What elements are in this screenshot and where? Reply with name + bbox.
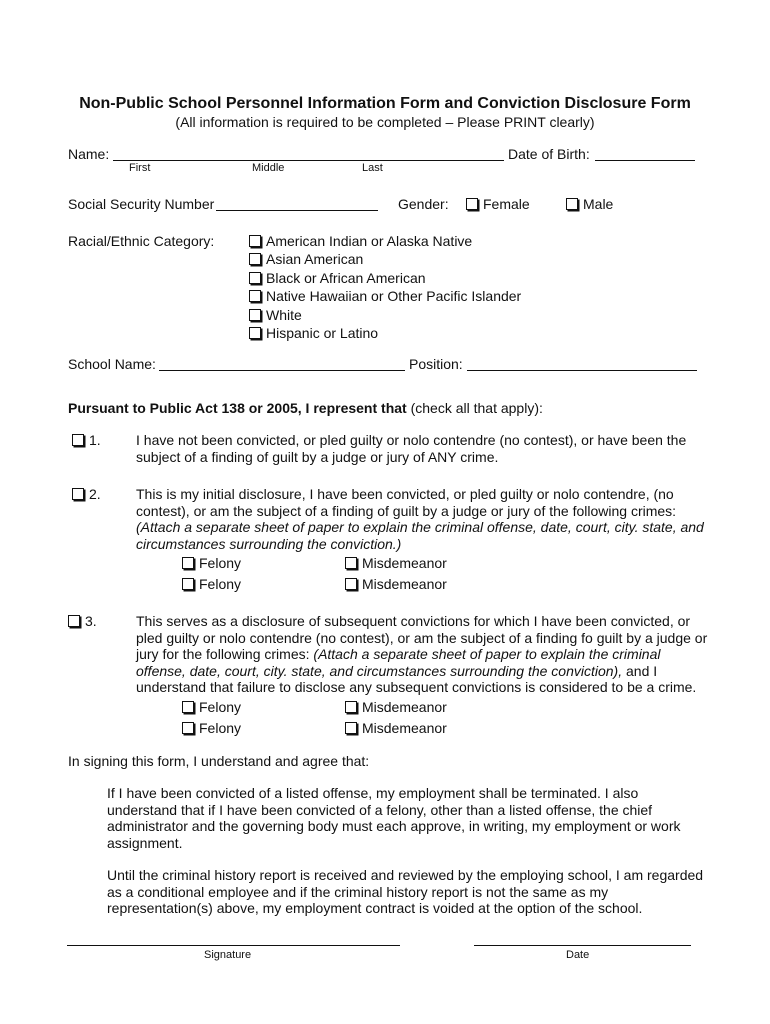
- gender-label: Gender:: [398, 196, 449, 212]
- item-3-text: [136, 613, 711, 696]
- middle-name-caption: Middle: [252, 162, 285, 174]
- ssn-label: Social Security Number: [68, 196, 215, 212]
- signing-intro: In signing this form, I understand and agree that:: [68, 753, 370, 769]
- gender-male-label: Male: [583, 196, 614, 212]
- item-1-marker[interactable]: [72, 432, 101, 448]
- checkbox-icon[interactable]: [345, 578, 357, 590]
- ssn-field[interactable]: [216, 210, 378, 211]
- name-label: Name:: [68, 146, 110, 162]
- checkbox-icon[interactable]: [345, 557, 357, 569]
- item-2-instruction: (Attach a separate sheet of paper to explain the criminal offense, date, court, city. state, and circumstances surrounding the conviction.): [136, 519, 704, 552]
- racial-option-label: Asian American: [266, 251, 364, 267]
- misdemeanor-option[interactable]: [345, 576, 447, 592]
- checkbox-icon[interactable]: [182, 578, 194, 590]
- racial-option-label: American Indian or Alaska Native: [266, 233, 473, 249]
- gender-female-label: Female: [483, 196, 530, 212]
- misdemeanor-option[interactable]: [345, 699, 447, 715]
- felony-label: Felony: [199, 699, 242, 715]
- checkbox-icon[interactable]: [182, 701, 194, 713]
- felony-option[interactable]: [182, 576, 241, 592]
- position-field[interactable]: [467, 370, 697, 371]
- dob-field[interactable]: [595, 160, 695, 161]
- item-number: 3.: [85, 613, 97, 629]
- checkbox-icon[interactable]: [249, 235, 261, 247]
- form-subtitle: (All information is required to be completed – Please PRINT clearly): [175, 114, 595, 130]
- felony-option[interactable]: [182, 555, 241, 571]
- school-name-label: School Name:: [68, 356, 156, 372]
- signature-caption: Signature: [204, 949, 252, 961]
- felony-option[interactable]: [182, 720, 241, 736]
- racial-option[interactable]: [249, 325, 378, 341]
- racial-option[interactable]: [249, 251, 363, 267]
- last-name-caption: Last: [362, 162, 383, 174]
- checkbox-icon[interactable]: [249, 309, 261, 321]
- checkbox-icon[interactable]: [249, 327, 261, 339]
- gender-male-option[interactable]: [566, 196, 613, 212]
- racial-option-label: Black or African American: [266, 270, 426, 286]
- pursuant-rest: (check all that apply):: [406, 400, 543, 416]
- item-3-tail: and I understand that failure to disclose any subsequent convictions is considered to be a crime.: [136, 662, 697, 695]
- misdemeanor-label: Misdemeanor: [362, 699, 447, 715]
- racial-option-label: Native Hawaiian or Other Pacific Islander: [266, 288, 522, 304]
- item-number: 1.: [89, 432, 101, 448]
- checkbox-icon[interactable]: [345, 701, 357, 713]
- item-2-body: This is my initial disclosure, I have been convicted, or pled guilty or nolo contendre, (no contest), or am the subject of a finding of guilt by a judge or jury of the following crimes:: [136, 486, 677, 519]
- misdemeanor-label: Misdemeanor: [362, 576, 447, 592]
- date-field[interactable]: [474, 945, 691, 946]
- checkbox-icon[interactable]: [345, 722, 357, 734]
- pursuant-bold: Pursuant to Public Act 138 or 2005, I represent that: [68, 400, 407, 416]
- misdemeanor-label: Misdemeanor: [362, 555, 447, 571]
- form-title: Non-Public School Personnel Information Form and Conviction Disclosure Form: [79, 95, 691, 112]
- checkbox-icon[interactable]: [72, 434, 84, 446]
- racial-option[interactable]: [249, 288, 521, 304]
- school-name-field[interactable]: [159, 370, 405, 371]
- felony-label: Felony: [199, 555, 242, 571]
- checkbox-icon[interactable]: [249, 290, 261, 302]
- item-2-marker[interactable]: [72, 486, 101, 502]
- date-caption: Date: [566, 949, 590, 961]
- dob-label: Date of Birth:: [508, 146, 590, 162]
- gender-female-option[interactable]: [466, 196, 530, 212]
- checkbox-icon[interactable]: [466, 198, 478, 210]
- checkbox-icon[interactable]: [182, 722, 194, 734]
- checkbox-icon[interactable]: [68, 615, 80, 627]
- misdemeanor-label: Misdemeanor: [362, 720, 447, 736]
- item-number: 2.: [89, 486, 101, 502]
- racial-option-label: Hispanic or Latino: [266, 325, 379, 341]
- felony-label: Felony: [199, 720, 242, 736]
- racial-option-label: White: [266, 307, 302, 323]
- racial-option[interactable]: [249, 233, 472, 249]
- item-3-body: This serves as a disclosure of subsequent convictions for which I have been convicted, or pled guilty or nolo contendre (no contest), or am the subject of a finding fo guilt by a judge or jury for the following crimes:: [136, 613, 708, 662]
- felony-option[interactable]: [182, 699, 241, 715]
- item-2-text: [136, 486, 706, 552]
- checkbox-icon[interactable]: [72, 488, 84, 500]
- felony-label: Felony: [199, 576, 242, 592]
- signing-paragraph-1: If I have been convicted of a listed offense, my employment shall be terminated. I also understand that if I have been convicted of a felony, other than a listed offense, the chief administrator and the governing body must each approve, in writing, my employment or work assignment.: [107, 785, 681, 851]
- pursuant-statement: [68, 400, 543, 416]
- item-3-marker[interactable]: [68, 613, 97, 629]
- misdemeanor-option[interactable]: [345, 555, 447, 571]
- signature-field[interactable]: [67, 945, 400, 946]
- checkbox-icon[interactable]: [249, 272, 261, 284]
- checkbox-icon[interactable]: [249, 253, 261, 265]
- racial-option[interactable]: [249, 307, 302, 323]
- checkbox-icon[interactable]: [182, 557, 194, 569]
- checkbox-icon[interactable]: [566, 198, 578, 210]
- item-3-instruction: (Attach a separate sheet of paper to explain the criminal offense, date, court, city. state, and circumstances surrounding the conviction),: [136, 646, 661, 679]
- item-1-text: I have not been convicted, or pled guilty or nolo contendre (no contest), or have been the subject of a finding of guilt by a judge or jury of ANY crime.: [136, 432, 687, 465]
- racial-category-label: Racial/Ethnic Category:: [68, 233, 215, 249]
- signing-paragraph-2: Until the criminal history report is received and reviewed by the employing school, I am regarded as a conditional employee and if the criminal history report is not the same as my representation(s) above, my employment contract is voided at the option of the school.: [107, 867, 704, 916]
- first-name-caption: First: [129, 162, 151, 174]
- position-label: Position:: [409, 356, 463, 372]
- misdemeanor-option[interactable]: [345, 720, 447, 736]
- racial-option[interactable]: [249, 270, 426, 286]
- name-field[interactable]: [113, 160, 504, 161]
